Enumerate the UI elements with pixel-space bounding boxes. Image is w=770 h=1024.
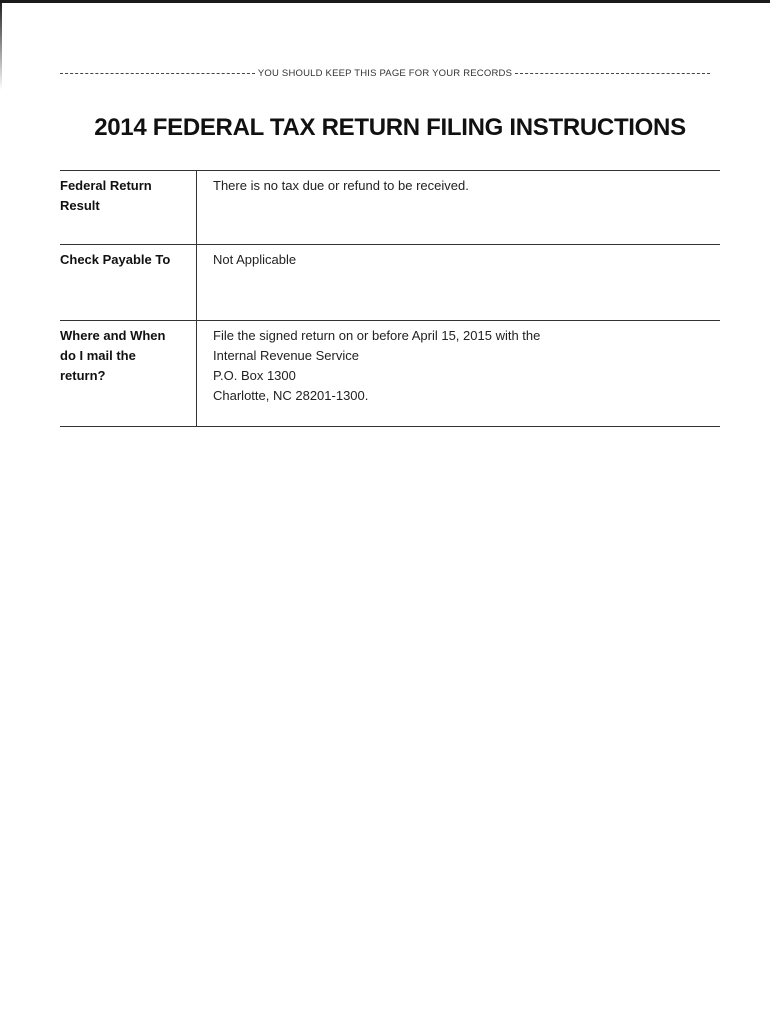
scan-edge-left	[0, 0, 2, 90]
banner-dash-left	[60, 73, 255, 74]
instructions-table	[60, 170, 720, 427]
row-value-line: Not Applicable	[213, 252, 297, 267]
row-value	[197, 171, 721, 245]
row-value-line: Charlotte, NC 28201-1300.	[213, 388, 369, 403]
row-label	[60, 171, 197, 245]
row-value	[197, 245, 721, 321]
scan-edge-top	[0, 0, 770, 3]
row-value-line: File the signed return on or before April 15, 2015 with the	[213, 328, 541, 343]
row-label-line: return?	[60, 368, 106, 383]
page-title: 2014 FEDERAL TAX RETURN FILING INSTRUCTIONS	[94, 114, 686, 141]
records-banner	[60, 68, 710, 79]
row-label-line: do I mail the	[60, 348, 136, 363]
row-value-line: There is no tax due or refund to be received.	[213, 178, 469, 193]
row-label-line: Result	[60, 198, 100, 213]
row-label-line: Federal Return	[60, 178, 152, 193]
row-value-line: P.O. Box 1300	[213, 368, 296, 383]
row-value	[197, 321, 721, 427]
row-label-line: Check Payable To	[60, 252, 171, 267]
row-label-line: Where and When	[60, 328, 166, 343]
table-row-where-and-when	[60, 321, 720, 427]
row-label	[60, 245, 197, 321]
banner-dash-right	[515, 73, 710, 74]
banner-text: YOU SHOULD KEEP THIS PAGE FOR YOUR RECORDS	[257, 68, 513, 79]
row-label	[60, 321, 197, 427]
row-value-line: Internal Revenue Service	[213, 348, 359, 363]
table-row-federal-return-result	[60, 171, 720, 245]
table-row-check-payable-to	[60, 245, 720, 321]
